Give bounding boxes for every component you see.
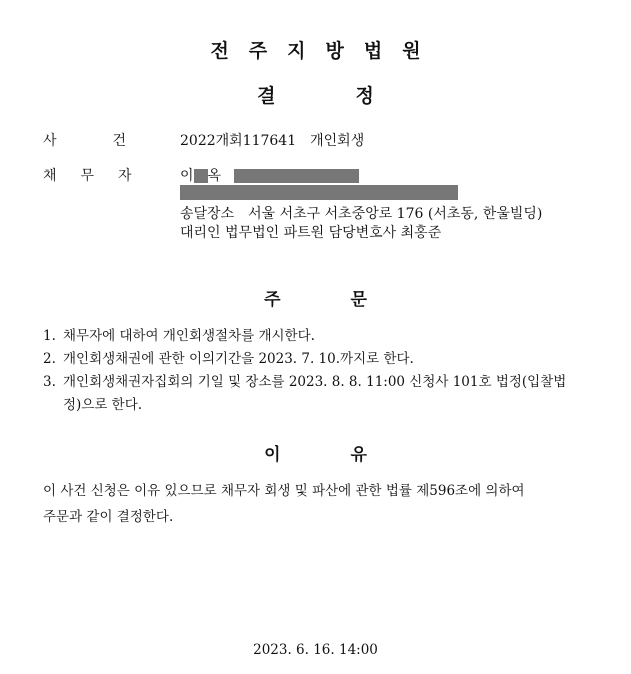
service-address: 송달장소 서울 서초구 서초중앙로 176 (서초동, 한울빌딩) xyxy=(180,206,543,222)
reason-line: 이 사건 신청은 이유 있으므로 채무자 회생 및 파산에 관한 법률 제596조에 의하여 xyxy=(43,483,525,499)
order-item-number: 2. xyxy=(43,351,56,367)
reason-heading: 이유 xyxy=(264,445,437,465)
order-item-number: 1. xyxy=(43,328,56,344)
debtor-name xyxy=(180,165,359,185)
redaction-block xyxy=(180,185,458,200)
order-item-text: 채무자에 대하여 개인회생절차를 개시한다. xyxy=(63,328,315,344)
order-item xyxy=(43,371,613,417)
debtor-address-redacted xyxy=(180,184,458,200)
order-item-number: 3. xyxy=(43,374,56,390)
redaction-block xyxy=(234,169,359,183)
order-item-text-continued: 정)으로 한다. xyxy=(63,397,143,413)
order-item xyxy=(43,325,613,348)
reason-line: 주문과 같이 결정한다. xyxy=(43,509,174,525)
debtor-name-last: 옥 xyxy=(207,168,222,184)
debtor-label: 채무자 xyxy=(43,168,156,184)
reason-text xyxy=(43,478,613,530)
decision-date: 2023. 6. 16. 14:00 xyxy=(253,642,378,658)
redaction-block xyxy=(194,169,208,183)
debtor-name-first: 이 xyxy=(180,168,194,184)
legal-agent: 대리인 법무법인 파트원 담당변호사 최홍준 xyxy=(180,225,442,241)
order-heading: 주문 xyxy=(264,290,437,310)
court-name: 전주지방법원 xyxy=(210,40,441,62)
case-number: 2022개회117641 개인회생 xyxy=(180,133,365,149)
document-title: 결정 xyxy=(257,85,454,107)
case-label: 사건 xyxy=(43,133,183,149)
order-item-text: 개인회생채권에 관한 이의기간을 2023. 7. 10.까지로 한다. xyxy=(63,351,414,367)
order-item-text: 개인회생채권자집회의 기일 및 장소를 2023. 8. 8. 11:00 신청사 101호 법정(입찰법 xyxy=(63,374,567,390)
order-item xyxy=(43,348,613,371)
